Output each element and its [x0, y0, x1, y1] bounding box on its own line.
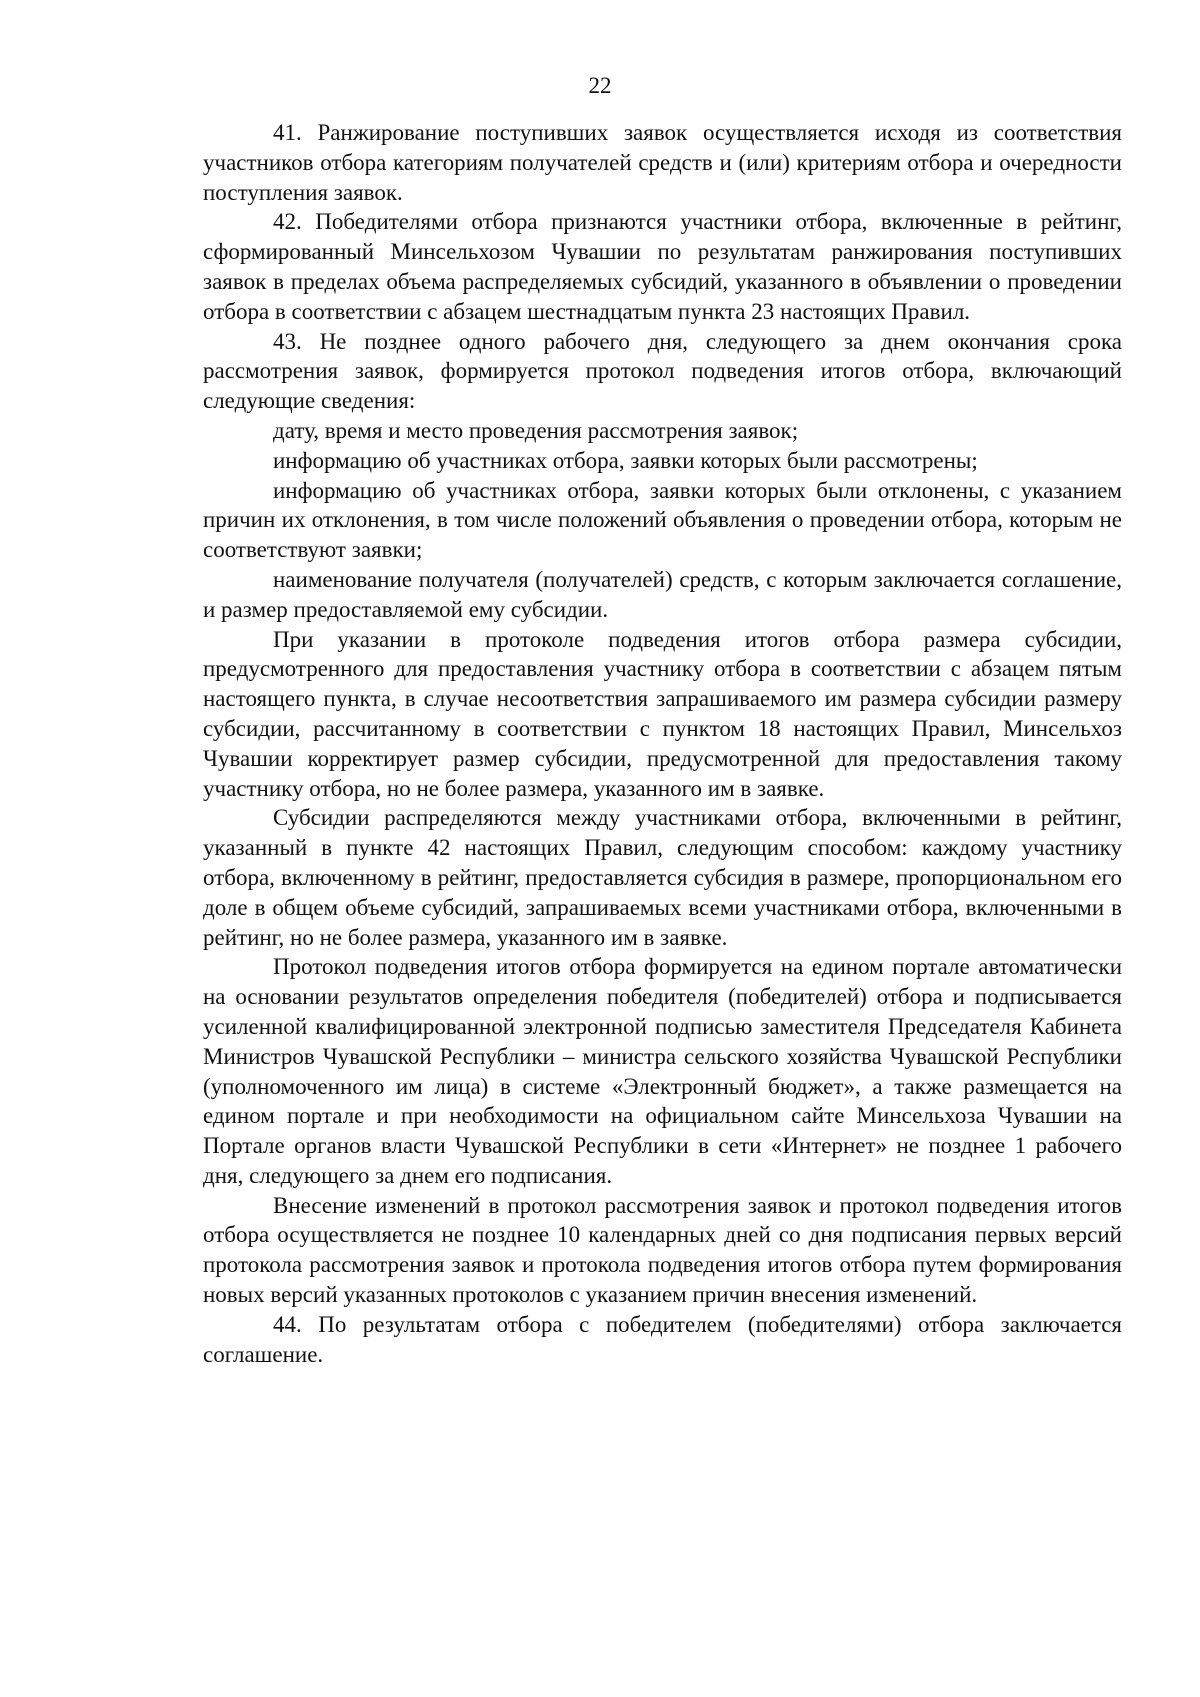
paragraph-44: 44. По результатам отбора с победителем (победителями) отбора заключается соглашение.: [203, 1311, 1122, 1367]
list-item-recipient-name: наименование получателя (получателей) средств, с которым заключается соглашение, и размер предоставляемой ему субсидии.: [203, 566, 1122, 622]
list-item-date-time-place: дату, время и место проведения рассмотрения заявок;: [273, 417, 799, 443]
page-number: 22: [588, 73, 612, 98]
paragraph-protocol-formation: Протокол подведения итогов отбора формируется на едином портале автоматически на основании результатов определения победителя (победителей) отбора и подписывается усиленной квалифицированной электронной подписью заместителя Председателя Кабинета Министров Чувашской Республики – министра сельского хозяйства Чувашской Республики (уполномоченного им лица) в системе «Электронный бюджет», а также размещается на едином портале и при необходимости на официальном сайте Минсельхоза Чувашии на Портале органов власти Чувашской Республики в сети «Интернет» не позднее 1 рабочего дня, следующего за днем его подписания.: [203, 954, 1122, 1188]
paragraph-subsidy-adjustment: При указании в протоколе подведения итогов отбора размера субсидии, предусмотренного для предоставления участнику отбора в соответствии с абзацем пятым настоящего пункта, в случае несоответствия запрашиваемого им размера субсидии размеру субсидии, рассчитанному в соответствии с пунктом 18 настоящих Правил, Минсельхоз Чувашии корректирует размер субсидии, предусмотренной для предоставления такому участнику отбора, но не более размера, указанного им в заявке.: [203, 626, 1122, 801]
paragraph-subsidy-distribution: Субсидии распределяются между участниками отбора, включенными в рейтинг, указанный в пункте 42 настоящих Правил, следующим способом: каждому участнику отбора, включенному в рейтинг, предоставляется субсидия в размере, пропорциональном его доле в общем объеме субсидий, запрашиваемых всеми участниками отбора, включенными в рейтинг, но не более размера, указанного им в заявке.: [203, 805, 1122, 950]
paragraph-41: 41. Ранжирование поступивших заявок осуществляется исходя из соответствия участников отбора категориям получателей средств и (или) критериям отбора и очередности поступления заявок.: [203, 120, 1122, 205]
paragraph-42: 42. Победителями отбора признаются участники отбора, включенные в рейтинг, сформированный Минсельхозом Чувашии по результатам ранжирования поступивших заявок в пределах объема распределяемых субсидий, указанного в объявлении о проведении отбора в соответствии с абзацем шестнадцатым пункта 23 настоящих Правил.: [203, 209, 1122, 324]
list-item-reviewed-participants: информацию об участниках отбора, заявки которых были рассмотрены;: [273, 447, 978, 473]
paragraph-protocol-amendments: Внесение изменений в протокол рассмотрения заявок и протокол подведения итогов отбора осуществляется не позднее 10 календарных дней со дня подписания первых версий протокола рассмотрения заявок и протокола подведения итогов отбора путем формирования новых версий указанных протоколов с указанием причин внесения изменений.: [203, 1192, 1122, 1308]
paragraph-43: 43. Не позднее одного рабочего дня, следующего за днем окончания срока рассмотрения заявок, формируется протокол подведения итогов отбора, включающий следующие сведения:: [203, 328, 1122, 414]
list-item-rejected-participants: информацию об участниках отбора, заявки которых были отклонены, с указанием причин их отклонения, в том числе положений объявления о проведении отбора, которым не соответствуют заявки;: [203, 477, 1122, 563]
document-body: [203, 118, 1122, 1369]
